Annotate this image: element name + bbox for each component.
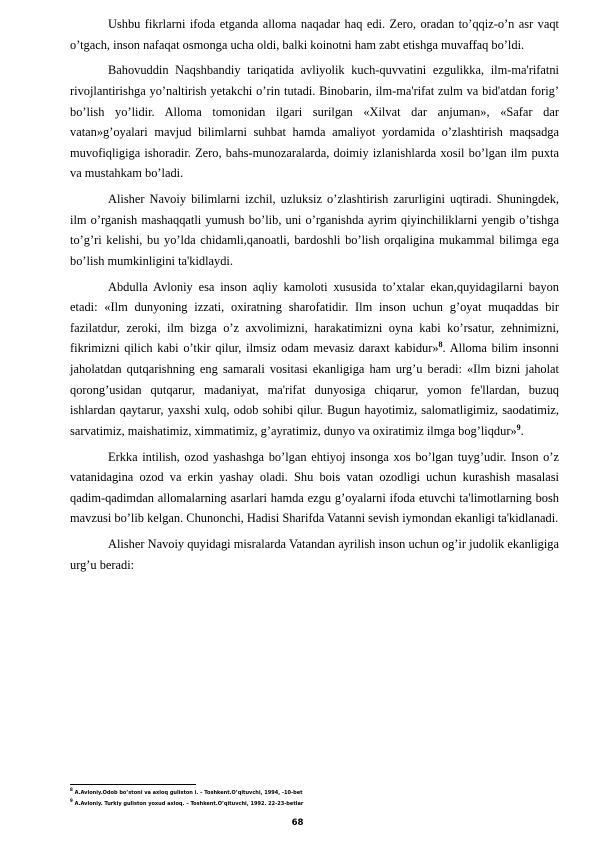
footnote-divider (70, 784, 196, 785)
paragraph-3: Alisher Navoiy bilimlarni izchil, uzluksiz o’zlashtirish zarurligini uqtiradi. Shuningdek, ilm o’rganish mashaqqatli yumush bo’lib, uni o’rganishda ayrim qiyinchiliklarni yengib o’tishga to’g’ri kelishi, bu yo’lda chidamli,qanoatli, bardoshli bo’lish orqaligina mukammal bilimga ega bo’lish mumkinligini ta'kidlaydi. (70, 192, 559, 268)
page-number: 68 (291, 818, 304, 828)
footnote-ref-8[interactable]: 8 (438, 340, 443, 350)
paragraph-4: Abdulla Avloniy esa inson aqliy kamoloti xususida to’xtalar ekan,quyidagilarni bayon etadi: «Ilm dunyoning izzati, oxiratning sharofatidir. Ilm inson uchun g’oyat muqaddas bir fazilatdur, zeroki, ilm bizga o’z axvolimizni, harakatimizni oyna kabi ko’rsatur, zehnimizni, fikrimizni qilich kabi o’tkir qilur, ilmsiz odam mevasiz daraxt kabidur»$^8$. Alloma bilim insonni jaholatdan qutqarishning eng samarali vositasi ekanligiga ham urg’u beradi: «Ilm bizni jaholat qorong’usidan qutqarur, madaniyat, ma'rifat dunyosiga chiqarur, yomon fe'llardan, buzuq ishlardan qaytarur, yaxshi xulq, odob sohibi qilur. Bugun hayotimiz, salomatligimiz, saodatimiz, sarvatimiz, maishatimiz, ximmatimiz, g’ayratimiz, dunyo va oxiratimiz ilmga bog’liqdur»$^9$. (70, 279, 559, 438)
paragraph-6: Alisher Navoiy quyidagi misralarda Vatandan ayrilish inson uchun og’ir judolik ekanligiga urg’u beradi: (70, 537, 559, 572)
paragraph-1: Ushbu fikrlarni ifoda etganda alloma naqadar haq edi. Zero, oradan to’qqiz-o’n asr vaqt o’tgach, inson nafaqat osmonga ucha oldi, balki koinotni ham zabt etishga muvaffaq bo’ldi. (70, 17, 559, 52)
footnote-8: $^8$ A.Avloniy.Odob bo’stoni va axloq guliston i. – Toshkent.O’qituvchi, 1994, -10-bet (70, 788, 303, 796)
body-text (70, 14, 559, 581)
paragraph-2: Bahovuddin Naqshbandiy tariqatida avliyolik kuch-quvvatini ezgulikka, ilm-ma'rifatni rivojlantirishga yo’naltirish yetakchi o’rin tutadi. Binobarin, ilm-ma'rifat zulm va bid'atdan forig’ bo’lish yo’lidir. Alloma tomonidan ilgari surilgan «Xilvat dar anjuman», «Safar dar vatan»g’oyalari mavjud bilimlarni suhbat hamda amaliyot yordamida o’zlashtirish maqsadga muvofiqligiga ishoradir. Zero, bahs-munozaralarda, doimiy izlanishlarda xosil bo’lgan ilm puxta va mustahkam bo’ladi. (70, 63, 559, 181)
footnotes (70, 788, 559, 810)
paragraph-5: Erkka intilish, ozod yashashga bo’lgan ehtiyoj insonga xos bo’lgan tuyg’udir. Inson o’z vatanidagina ozod va erkin yashay oladi. Shu bois vatan ozodligi uchun kurashish masalasi qadim-qadimdan allomalarning asarlari hamda ezgu g’oyalarni ifoda etuvchi ta'limotlarning bosh mavzusi bo’lib kelgan. Chunonchi, Hadisi Sharifda Vatanni sevish iymondan ekanligi ta'kidlanadi. (70, 449, 559, 526)
footnote-9: $^9$ A.Avloniy. Turkiy guliston yoxud axloq. – Toshkent.O’qituvchi, 1992. 22-23-betlar (70, 799, 304, 807)
footnote-ref-9[interactable]: 9 (516, 422, 521, 432)
